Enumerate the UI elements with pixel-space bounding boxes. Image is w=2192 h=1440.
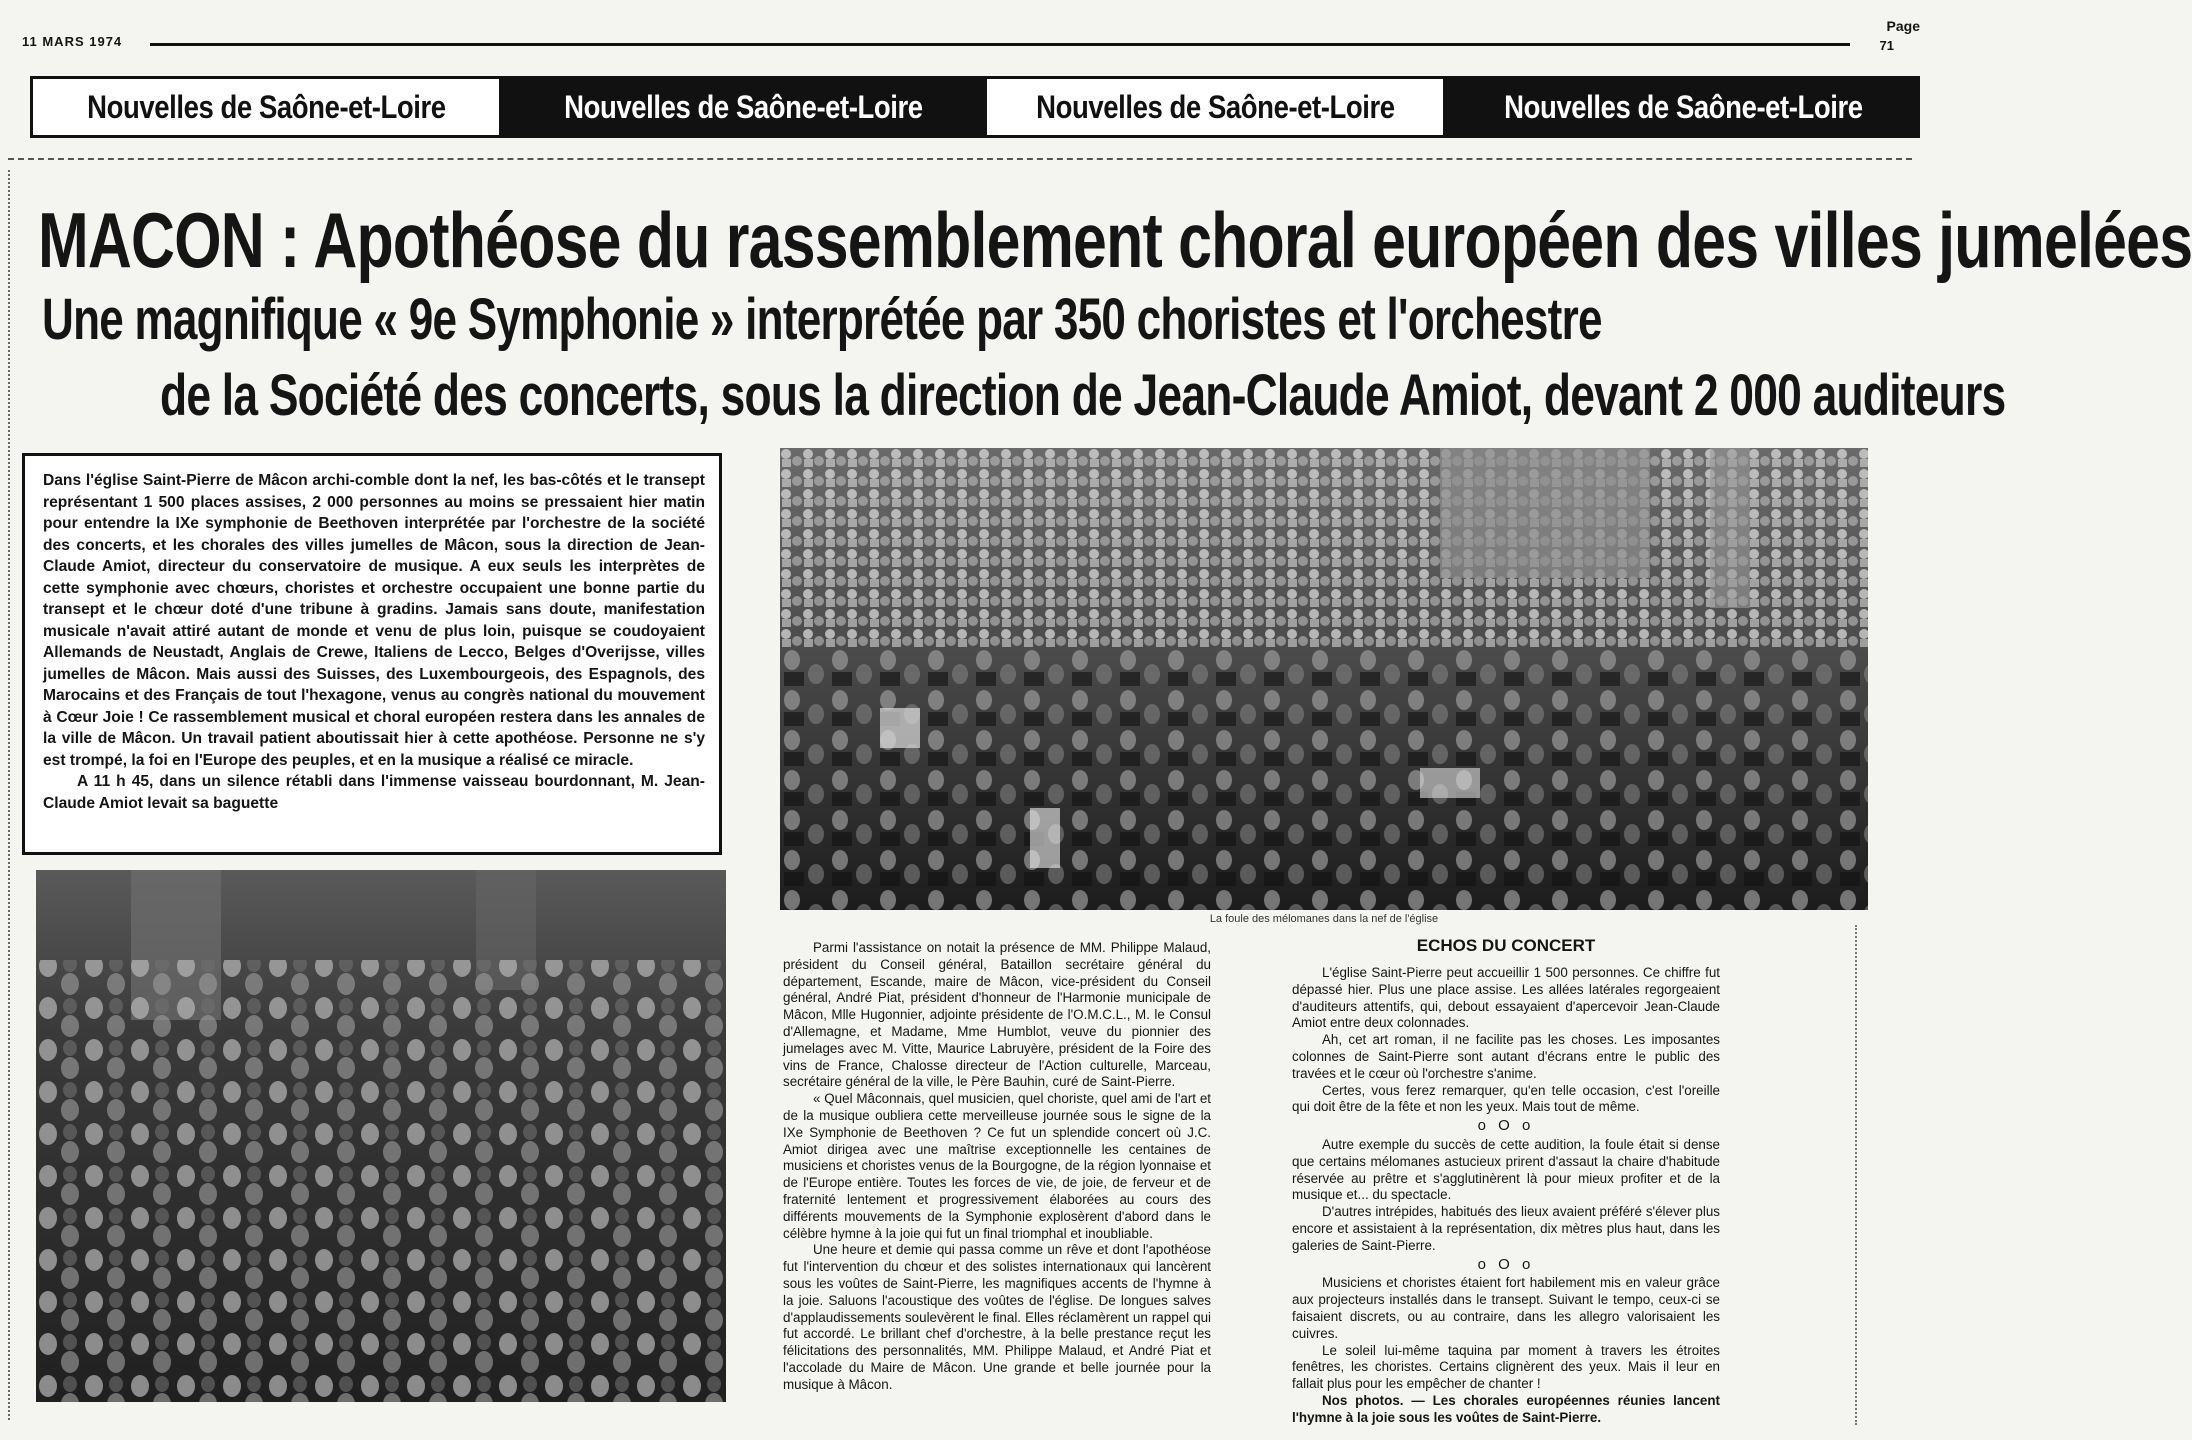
echos-paragraph-7: Le soleil lui-même taquina par moment à travers les étroites fenêtres, les choristes. Certains clignèrent des yeux. Mais il leur en fallait plus pour les empêcher de chanter ! bbox=[1292, 1342, 1720, 1392]
echos-paragraph-4: Autre exemple du succès de cette audition, la foule était si dense que certains mélomanes astucieux prirent d'assaut la chaire d'habitude réservée au prêtre et s'agglutinèrent là pour mieux profiter et de la musique et... du spectacle. bbox=[1292, 1136, 1720, 1203]
article-column-1 bbox=[783, 940, 1211, 1394]
masthead-banner-2: Nouvelles de Saône-et-Loire bbox=[502, 76, 984, 138]
headline-main: MACON : Apothéose du rassemblement choral européen des villes jumelées bbox=[38, 196, 2192, 284]
page-label: Page bbox=[1886, 18, 1920, 34]
echos-column bbox=[1292, 965, 1720, 1427]
photo-caption: La foule des mélomanes dans la nef de l'église bbox=[1209, 913, 1439, 925]
article-frame-top bbox=[8, 158, 1912, 161]
headline-sub-1: Une magnifique « 9e Symphonie » interprétée par 350 choristes et l'orchestre bbox=[42, 287, 1602, 352]
crowd-nave-photo-image bbox=[36, 870, 726, 1402]
masthead-banner-4: Nouvelles de Saône-et-Loire bbox=[1446, 76, 1920, 138]
masthead-banner-1: Nouvelles de Saône-et-Loire bbox=[30, 76, 502, 138]
choir-orchestra-photo bbox=[780, 448, 1868, 910]
echos-separator-2: o O o bbox=[1477, 1255, 1535, 1273]
echos-separator-1: o O o bbox=[1477, 1117, 1535, 1135]
article-frame-left bbox=[8, 170, 11, 1420]
masthead-banner-3: Nouvelles de Saône-et-Loire bbox=[984, 76, 1446, 138]
photo-note: Nos photos. — Les chorales européennes réunies lancent l'hymne à la joie sous les voûtes de Saint-Pierre. bbox=[1292, 1392, 1720, 1425]
lead-paragraph: Dans l'église Saint-Pierre de Mâcon archi-comble dont la nef, les bas-côtés et le transept représentant 1 500 places assises, 2 000 personnes au moins se pressaient hier matin pour entendre la IXe symphonie de Beethoven interprétée par l'orchestre de la société des concerts, et les chorales des villes jumelles de Mâcon, sous la direction de Jean-Claude Amiot, directeur du conservatoire de musique. A eux seuls les interprètes de cette symphonie avec chœurs, choristes et orchestre occupaient une bonne partie du transept et le chœur doté d'une tribune à gradins. Jamais sans doute, manifestation musicale n'avait attiré autant de monde et venu de plus loin, puisque se coudoyaient Allemands de Neustadt, Anglais de Crewe, Italiens de Lecco, Belges d'Overijsse, villes jumelles de Mâcon. Mais aussi des Suisses, des Luxembourgeois, des Espagnols, des Marocains et des Français de tout l'hexagone, venus au congrès national du mouvement à Cœur Joie ! Ce rassemblement musical et choral européen restera dans les annales de la ville de Mâcon. Un travail patient aboutissait hier à cette apothéose. Personne ne s'y est trompé, la foi en l'Europe des peuples, et en la musique a réalisé ce miracle. bbox=[43, 472, 705, 769]
echos-paragraph-2: Ah, cet art roman, il ne facilite pas les choses. Les imposantes colonnes de Saint-Pierre sont autant d'écrans entre le public des travées et le cœur où l'orchestre s'anime. bbox=[1292, 1032, 1720, 1081]
column1-paragraph-3: Une heure et demie qui passa comme un rêve et dont l'apothéose fut l'intervention du chœur et des solistes internationaux qui lancèrent sous les voûtes de Saint-Pierre, les magnifiques accents de l'hymne à la joie. Saluons l'acoustique des voûtes de l'église. De longues salves d'applaudissements soulevèrent le final. Elles réclamèrent un rappel qui fut accordé. Le brillant chef d'orchestre, à la belle prestance reçut les félicitations des personnalités, MM. Philippe Malaud, et André Piat et l'accolade du Maire de Mâcon. Une grande et belle journée pour la musique à Mâcon. bbox=[783, 1242, 1211, 1392]
echos-paragraph-6: Musiciens et choristes étaient fort habilement mis en valeur grâce aux projecteurs installés dans le transept. Suivant le tempo, ceux-ci se faisaient discrets, ou au contraire, dans les allegro valorisaient les cuivres. bbox=[1292, 1275, 1720, 1341]
column1-paragraph-2: « Quel Mâconnais, quel musicien, quel choriste, quel ami de l'art et de la musique oubliera cette merveilleuse journée sous le signe de la IXe Symphonie de Beethoven ? Ce fut un splendide concert où J.C. Amiot dirigea avec une maîtrise exceptionnelle les centaines de musiciens et choristes venus de la Bourgogne, de la région lyonnaise et de l'Europe entière. Toutes les forces de vie, de joie, de ferveur et de fraternité lentement et progressivement élaborées au cours des différents mouvements de la Symphonie explosèrent d'abord dans le célèbre hymne à la joie qui fut un final triomphal et inoubliable. bbox=[783, 1091, 1211, 1241]
crowd-nave-photo bbox=[36, 870, 726, 1402]
headline-sub-2: de la Société des concerts, sous la direction de Jean-Claude Amiot, devant 2 000 auditeurs bbox=[160, 363, 2006, 428]
header-rule bbox=[150, 43, 1850, 46]
echos-title: ECHOS DU CONCERT bbox=[1416, 936, 1596, 955]
echos-paragraph-1: L'église Saint-Pierre peut accueillir 1 500 personnes. Ce chiffre fut dépassé hier. Plus une place assise. Les allées latérales regorgeaient d'auditeurs attentifs, qui, debout essayaient d'apercevoir Jean-Claude Amiot entre deux colonnades. bbox=[1292, 965, 1720, 1031]
lead-paragraph-box bbox=[22, 453, 722, 855]
echos-paragraph-5: D'autres intrépides, habitués des lieux avaient préféré s'élever plus encore et assistaient à la représentation, dix mètres plus haut, dans les galeries de Saint-Pierre. bbox=[1292, 1204, 1720, 1253]
choir-orchestra-photo-image bbox=[780, 448, 1868, 910]
lead-paragraph-end: A 11 h 45, dans un silence rétabli dans l'immense vaisseau bourdonnant, M. Jean-Claude Amiot levait sa baguette bbox=[43, 773, 705, 812]
page-number: 71 bbox=[1879, 38, 1894, 53]
issue-date: 11 MARS 1974 bbox=[22, 34, 123, 49]
column-rule bbox=[1855, 925, 1858, 1425]
echos-paragraph-3: Certes, vous ferez remarquer, qu'en telle occasion, c'est l'oreille qui doit être de la fête et non les yeux. Mais tout de même. bbox=[1292, 1082, 1720, 1115]
column1-paragraph-1: Parmi l'assistance on notait la présence de MM. Philippe Malaud, président du Conseil général, Bataillon secrétaire général du département, Escande, maire de Mâcon, vice-président du Conseil général, André Piat, président d'honneur de l'Harmonie municipale de Mâcon, Mlle Hugonnier, adjointe présidente de l'O.M.C.L., M. le Consul d'Allemagne, et Madame, Mme Humblot, veuve du pionnier des jumelages avec M. Vitte, Maurice Labruyère, président de la Foire des vins de France, Chalosse directeur de l'Action culturelle, Marceau, secrétaire général de la ville, le Père Bauhin, curé de Saint-Pierre. bbox=[783, 940, 1211, 1090]
